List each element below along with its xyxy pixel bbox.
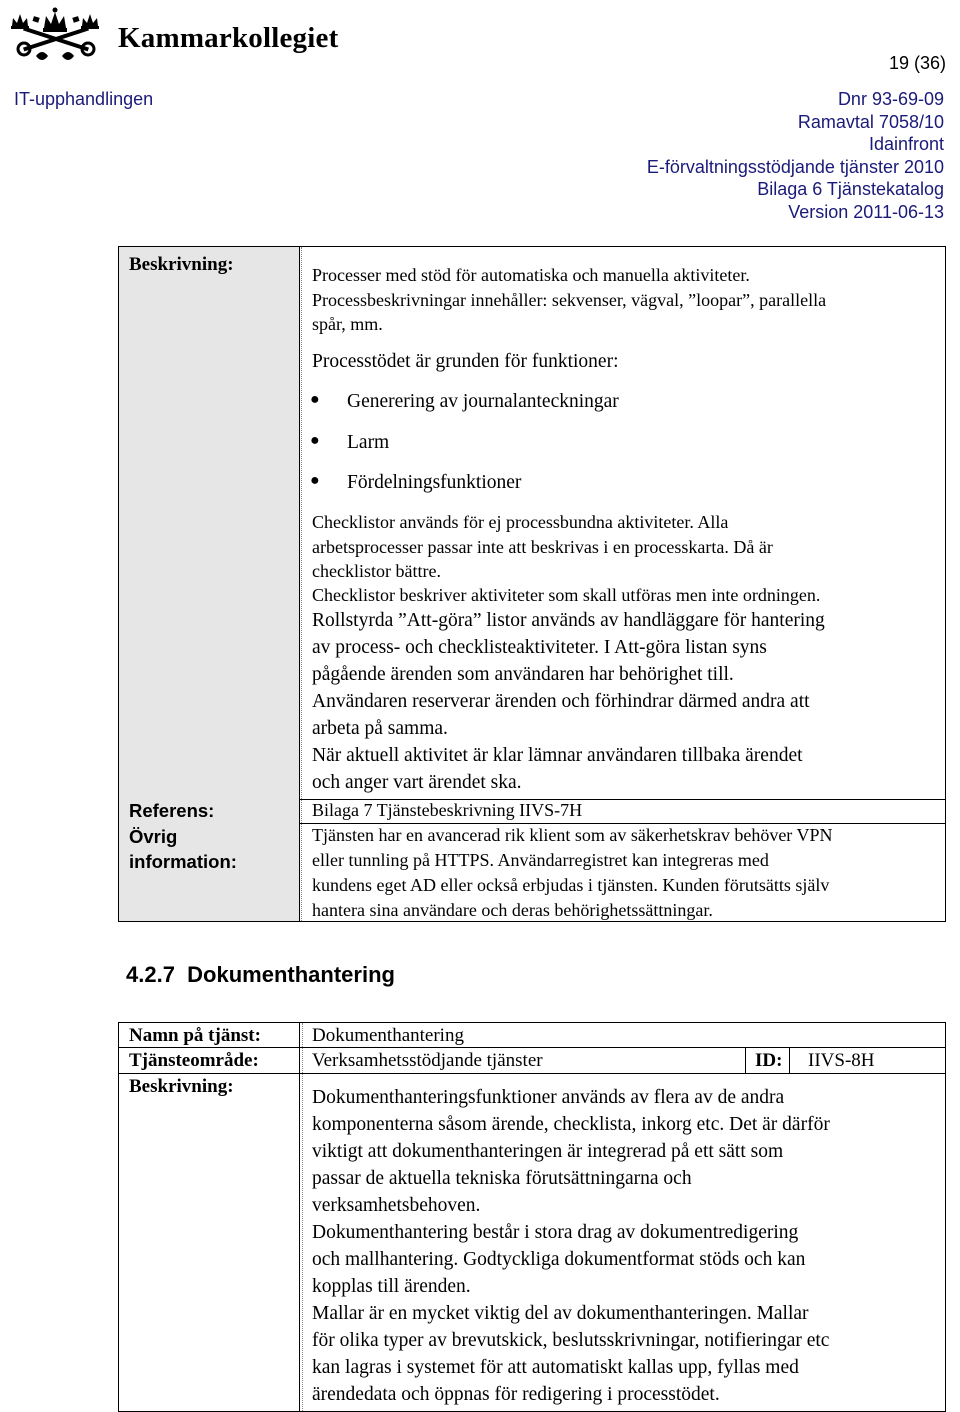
row-divider [300, 823, 946, 824]
label-beskrivning: Beskrivning: [129, 1076, 234, 1097]
id-divider [789, 1048, 790, 1073]
dotted-divider [302, 1023, 303, 1411]
text-line: kopplas till ärenden. [312, 1276, 471, 1297]
text-line: verksamhetsbehoven. [312, 1195, 481, 1216]
label-information: information: [129, 851, 237, 872]
text-line: och mallhantering. Godtyckliga dokumentformat stöds och kan [312, 1249, 806, 1270]
text-line: pågående ärenden som användaren har behörighet till. [312, 664, 734, 685]
brand-name: Kammarkollegiet [118, 22, 339, 54]
text-line: Checklistor används för ej processbundna aktiviteter. Alla [312, 512, 729, 532]
text-line: Användaren reserverar ärenden och förhindrar därmed andra att [312, 691, 810, 712]
bullet-item: Generering av journalanteckningar [347, 391, 619, 412]
text-line: spår, mm. [312, 314, 383, 334]
omrade-value: Verksamhetsstödjande tjänster [312, 1050, 543, 1071]
beskrivning-text [312, 247, 942, 799]
label-beskrivning: Beskrivning: [129, 254, 234, 275]
bullet-icon: ● [310, 432, 320, 449]
text-line: När aktuell aktivitet är klar lämnar användaren tillbaka ärendet [312, 745, 803, 766]
label-ovrig: Övrig [129, 826, 178, 847]
service-table-dokumenthantering [118, 1022, 946, 1412]
column-divider [299, 247, 300, 921]
text-line: Tjänsten har en avancerad rik klient som av säkerhetskrav behöver VPN [312, 825, 833, 845]
text-line: Rollstyrda ”Att-göra” listor används av handläggare för hantering [312, 610, 825, 631]
column-divider [299, 1023, 300, 1411]
bullet-item: Larm [347, 432, 390, 453]
id-value: IIVS-8H [808, 1050, 875, 1071]
text-line: Dokumenthanteringsfunktioner används av flera av de andra [312, 1087, 785, 1108]
bullet-icon: ● [310, 472, 320, 489]
text-line: hantera sina användare och deras behörighetssättningar. [312, 900, 713, 920]
meta-bilaga: Bilaga 6 Tjänstekatalog [757, 179, 944, 199]
kammarkollegiet-logo [6, 4, 339, 70]
section-number: 4.2.7 [126, 962, 175, 987]
text-line: passar de aktuella tekniska förutsättningarna och [312, 1168, 692, 1189]
text-line: arbeta på samma. [312, 718, 448, 739]
text-line: Processtödet är grunden för funktioner: [312, 351, 619, 372]
label-referens: Referens: [129, 800, 215, 821]
text-line: Dokumenthantering består i stora drag av dokumentredigering [312, 1222, 799, 1243]
meta-ramavtal: Ramavtal 7058/10 [797, 111, 944, 132]
text-line: kundens eget AD eller också erbjudas i tjänsten. Kunden förutsätts själv [312, 875, 830, 895]
meta-supplier: Idainfront [868, 134, 944, 154]
text-line: arbetsprocesser passar inte att beskrivas i en processkarta. Då är [312, 537, 773, 557]
text-line: kan lagras i systemet för att automatiskt kallas upp, fyllas med [312, 1357, 799, 1378]
section-title: Dokumenthantering [187, 962, 395, 987]
document-meta [647, 88, 944, 223]
text-line: Mallar är en mycket viktig del av dokumenthanteringen. Mallar [312, 1303, 809, 1324]
text-line: för olika typer av brevutskick, beslutsskrivningar, notifieringar etc [312, 1330, 830, 1351]
text-line: komponenterna såsom ärende, checklista, inkorg etc. Det är därför [312, 1114, 830, 1135]
text-line: av process- och checklisteaktiviteter. I Att-göra listan syns [312, 637, 767, 658]
crown-emblem-icon [6, 4, 114, 70]
document-name: IT-upphandlingen [14, 89, 154, 109]
id-divider [745, 1048, 746, 1073]
text-line: eller tunnling på HTTPS. Användarregistret kan integreras med [312, 850, 769, 870]
text-line: viktigt att dokumenthanteringen är integrerad på ett sätt som [312, 1141, 784, 1162]
text-line: Processbeskrivningar innehåller: sekvenser, vägval, ”loopar”, parallella [312, 290, 827, 310]
label-omrade: Tjänsteområde: [129, 1050, 259, 1071]
meta-dnr: Dnr 93-69-09 [837, 89, 944, 109]
text-line: Bilaga 7 Tjänstebeskrivning IIVS-7H [312, 800, 583, 820]
page-number: 19 (36) [888, 53, 946, 73]
meta-procurement: E-förvaltningsstödjande tjänster 2010 [646, 156, 944, 177]
meta-version: Version 2011-06-13 [788, 201, 944, 222]
service-table-previous [118, 246, 946, 922]
bullet-icon: ● [310, 391, 320, 408]
bullet-item: Fördelningsfunktioner [347, 472, 522, 493]
text-line: ärendedata och öppnas för redigering i processtödet. [312, 1384, 720, 1405]
row-divider [119, 1073, 945, 1074]
text-line: checklistor bättre. [312, 561, 441, 581]
id-label: ID: [755, 1050, 783, 1071]
namn-value: Dokumenthantering [312, 1025, 464, 1046]
section-heading [126, 962, 395, 988]
dotted-divider [301, 247, 302, 921]
text-line: och anger vart ärendet ska. [312, 772, 522, 793]
text-line: Checklistor beskriver aktiviteter som skall utföras men inte ordningen. [312, 585, 821, 605]
label-namn: Namn på tjänst: [129, 1025, 261, 1046]
text-line: Processer med stöd för automatiska och manuella aktiviteter. [312, 265, 750, 285]
